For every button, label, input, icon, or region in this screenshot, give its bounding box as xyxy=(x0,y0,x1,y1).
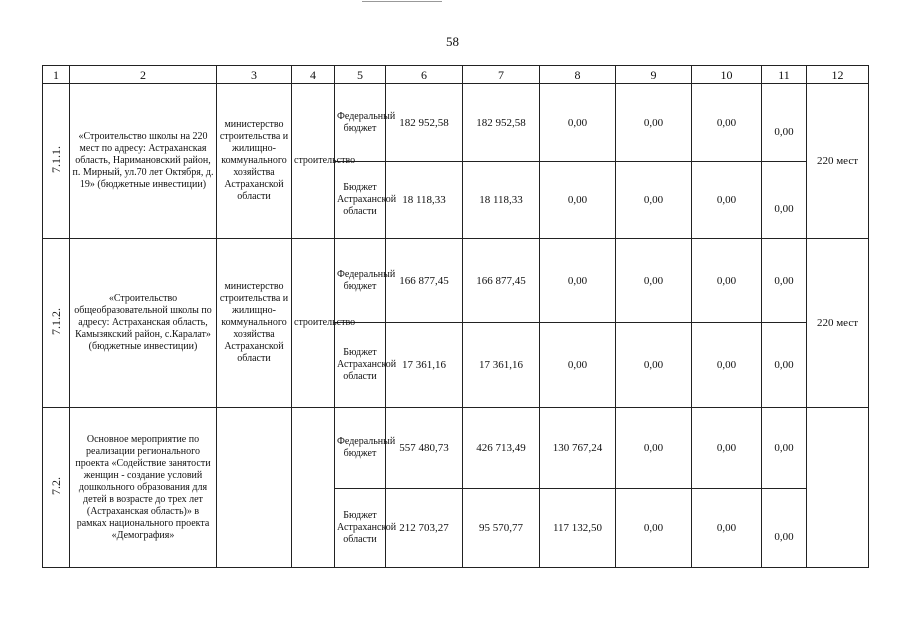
result-cell xyxy=(807,408,869,568)
value-cell: 17 361,16 xyxy=(463,323,540,408)
value-cell: 0,00 xyxy=(692,239,762,323)
value-cell: 95 570,77 xyxy=(463,489,540,568)
value-cell: 0,00 xyxy=(616,84,692,162)
value-cell: 0,00 xyxy=(692,162,762,239)
column-header: 3 xyxy=(217,66,292,84)
value-cell: 0,00 xyxy=(540,239,616,323)
value-text: 0,00 xyxy=(774,203,794,215)
value-text: 0,00 xyxy=(774,531,794,543)
row-index-cell xyxy=(43,239,70,408)
value-cell: 0,00 xyxy=(692,408,762,489)
result-cell: 220 мест xyxy=(807,84,869,239)
value-cell: 0,00 xyxy=(540,162,616,239)
funding-source: Федеральный бюджет xyxy=(335,84,386,162)
funding-source: Федеральный бюджет xyxy=(335,239,386,323)
table-row xyxy=(43,408,869,489)
header-row xyxy=(43,66,869,84)
column-header: 10 xyxy=(692,66,762,84)
row-index: 7.1.2. xyxy=(49,307,63,335)
description-cell: Основное мероприятие по реализации регионального проекта «Содействие занятости женщин - создание условий дошкольного образования для детей в возрасте до трех лет (Астраханская область)» в рамках национального проекта «Демография» xyxy=(70,408,217,568)
row-index-cell xyxy=(43,408,70,568)
table-row xyxy=(43,239,869,323)
column-header: 9 xyxy=(616,66,692,84)
value-cell: 182 952,58 xyxy=(386,84,463,162)
value-cell: 0,00 xyxy=(762,323,807,408)
column-header: 8 xyxy=(540,66,616,84)
kind-cell xyxy=(292,408,335,568)
value-cell: 130 767,24 xyxy=(540,408,616,489)
row-index: 7.2. xyxy=(49,476,63,495)
table-row xyxy=(43,84,869,162)
executor-cell: министерство строительства и жилищно-коммунального хозяйства Астраханской области xyxy=(217,239,292,408)
row-index: 7.1.1. xyxy=(49,145,63,173)
value-cell: 0,00 xyxy=(540,84,616,162)
funding-source: Бюджет Астраханской области xyxy=(335,162,386,239)
column-header: 1 xyxy=(43,66,70,84)
value-cell: 0,00 xyxy=(616,408,692,489)
executor-cell: министерство строительства и жилищно-коммунального хозяйства Астраханской области xyxy=(217,84,292,239)
funding-source: Бюджет Астраханской области xyxy=(335,489,386,568)
value-cell: 0,00 xyxy=(762,239,807,323)
column-header: 11 xyxy=(762,66,807,84)
value-cell: 557 480,73 xyxy=(386,408,463,489)
value-cell: 0,00 xyxy=(762,408,807,489)
value-cell: 166 877,45 xyxy=(386,239,463,323)
row-index-cell xyxy=(43,84,70,239)
value-cell: 166 877,45 xyxy=(463,239,540,323)
funding-source: Бюджет Астраханской области xyxy=(335,323,386,408)
value-cell: 426 713,49 xyxy=(463,408,540,489)
column-header: 4 xyxy=(292,66,335,84)
value-cell xyxy=(762,162,807,239)
value-cell xyxy=(762,84,807,162)
column-header: 2 xyxy=(70,66,217,84)
value-text: 0,00 xyxy=(774,125,794,138)
page-number: 58 xyxy=(446,34,459,49)
value-cell: 0,00 xyxy=(692,84,762,162)
value-cell: 0,00 xyxy=(616,489,692,568)
program-table xyxy=(42,65,869,568)
value-cell: 17 361,16 xyxy=(386,323,463,408)
description-cell: «Строительство общеобразовательной школы по адресу: Астраханская область, Камызякский район, с.Каралат» (бюджетные инвестиции) xyxy=(70,239,217,408)
kind-cell: строительство xyxy=(292,239,335,408)
column-header: 12 xyxy=(807,66,869,84)
funding-source: Федеральный бюджет xyxy=(335,408,386,489)
value-cell: 182 952,58 xyxy=(463,84,540,162)
value-cell: 18 118,33 xyxy=(386,162,463,239)
value-cell: 18 118,33 xyxy=(463,162,540,239)
value-cell: 0,00 xyxy=(616,162,692,239)
value-cell: 0,00 xyxy=(692,323,762,408)
value-cell: 0,00 xyxy=(616,239,692,323)
column-header: 6 xyxy=(386,66,463,84)
value-cell: 212 703,27 xyxy=(386,489,463,568)
description-cell: «Строительство школы на 220 мест по адресу: Астраханская область, Наримановский район, п. Мирный, ул.70 лет Октября, д. 19» (бюджетные инвестиции) xyxy=(70,84,217,239)
value-cell: 0,00 xyxy=(692,489,762,568)
column-header: 5 xyxy=(335,66,386,84)
value-cell: 117 132,50 xyxy=(540,489,616,568)
kind-cell: строительство xyxy=(292,84,335,239)
value-cell: 0,00 xyxy=(616,323,692,408)
column-header: 7 xyxy=(463,66,540,84)
result-cell: 220 мест xyxy=(807,239,869,408)
value-cell: 0,00 xyxy=(540,323,616,408)
executor-cell xyxy=(217,408,292,568)
top-rule xyxy=(362,1,442,2)
value-cell xyxy=(762,489,807,568)
